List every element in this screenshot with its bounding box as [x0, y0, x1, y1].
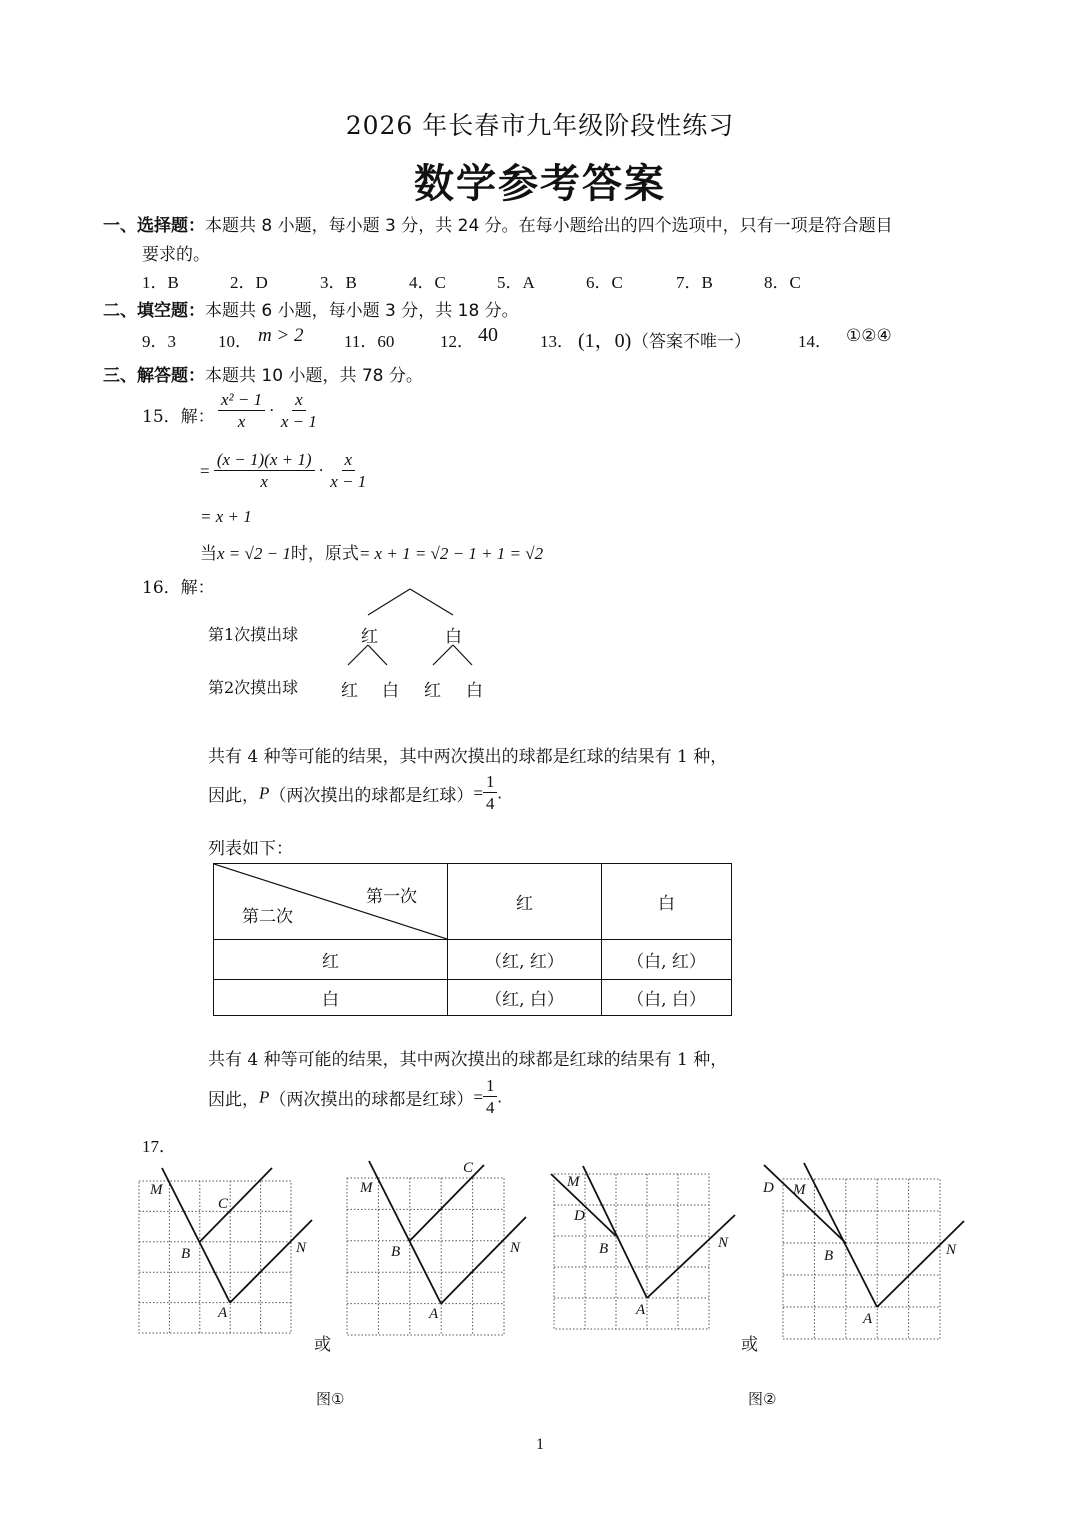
tree-l2-1: 红 [341, 681, 358, 701]
q15-l1-f2-num: x [292, 390, 306, 411]
q17-fig2-caption: 图② [748, 1390, 777, 1408]
q16-outcome-table [213, 863, 732, 1016]
section1-heading: 一、选择题：本题共 8 小题，每小题 3 分，共 24 分。在每小题给出的四个选项中，只有一项是符合题目 [103, 216, 893, 236]
fig2-label-A: A [429, 1306, 439, 1322]
table-row-white [214, 980, 732, 1016]
q17-grid-4 [752, 1155, 972, 1345]
q15-dot2: · [318, 460, 324, 480]
answer-10-value: m > 2 [258, 325, 304, 346]
q15-line1 [218, 390, 320, 433]
fig1-label-B: B [181, 1246, 191, 1262]
q15-eq2: = [200, 461, 210, 481]
q16-P-2: P [259, 1087, 270, 1107]
q15-l2-f1-num: (x − 1)(x + 1) [214, 450, 315, 471]
q15-l1-f1-num: x² − 1 [218, 390, 265, 411]
q16-list-intro: 列表如下： [208, 839, 293, 859]
answer-11: 11．60 [344, 332, 395, 351]
answer-13-number: 13． [540, 332, 574, 351]
table-row-head: 白 [214, 980, 448, 1016]
q16-period-2: . [497, 1087, 502, 1107]
fig3-label-A: A [636, 1302, 646, 1318]
q16-therefore-pre-1: 因此， [208, 786, 259, 806]
table-cell: （白, 白） [602, 980, 732, 1016]
q16-label: 16．解： [142, 578, 215, 598]
q16-frac-den-2: 4 [485, 1098, 495, 1117]
fig1-label-N: N [296, 1240, 307, 1256]
tree-branch-l1 [348, 645, 368, 665]
tree-l2-4: 白 [466, 681, 483, 701]
q16-frac-den-1: 4 [485, 794, 495, 813]
section2-heading: 二、填空题：本题共 6 小题，每小题 3 分，共 18 分。 [103, 301, 519, 321]
answer-14-number: 14． [798, 332, 832, 351]
section1-answer-1: 1．B [142, 273, 179, 292]
q16-event-1: （两次摸出的球都是红球） [269, 786, 474, 806]
q17-fig1-caption: 图① [316, 1390, 345, 1408]
tree-branch-r2 [453, 645, 472, 665]
page-number: 1 [536, 1436, 544, 1453]
section3-heading: 三、解答题：本题共 10 小题，共 78 分。 [103, 366, 423, 386]
q15-dot1: · [269, 400, 274, 420]
q16-frac-num-1: 1 [483, 772, 498, 793]
fig2-label-M: M [360, 1180, 373, 1196]
table-row-head: 红 [214, 940, 448, 980]
q15-l1-f2-den: x − 1 [280, 412, 317, 431]
fig2-label-B: B [391, 1244, 401, 1260]
table-cell: （红, 红） [448, 940, 602, 980]
fig3-label-M: M [567, 1174, 580, 1190]
table-cell: （红, 白） [448, 980, 602, 1016]
page-title: 2026 年长春市九年级阶段性练习 [345, 111, 735, 140]
q15-l4-b: = x + 1 = √2 − 1 + 1 = √2 [358, 544, 544, 563]
fig1-label-C: C [218, 1196, 229, 1212]
table-col-header-red: 红 [448, 864, 602, 940]
section1-answer-5: 5．A [497, 273, 535, 292]
q15-label: 15．解： [142, 407, 215, 427]
fig4-label-A: A [863, 1311, 873, 1327]
fig4-label-D: D [763, 1180, 774, 1196]
answer-9: 9．3 [142, 332, 176, 351]
fig4-label-N: N [946, 1242, 957, 1258]
q15-l2-f2-den: x − 1 [330, 472, 367, 491]
q15-l4-a: x = √2 − 1 [217, 544, 291, 563]
section1-answer-2: 2．D [230, 273, 268, 292]
fig3-label-N: N [718, 1235, 729, 1251]
answer-12-value: 40 [478, 324, 498, 346]
section1-answer-6: 6．C [586, 273, 623, 292]
q16-therefore-pre-2: 因此， [208, 1090, 259, 1110]
q15-l1-f1-den: x [237, 412, 246, 431]
table-row-red [214, 940, 732, 980]
q16-eq-2: = [473, 1087, 483, 1107]
fig4-label-M: M [793, 1182, 806, 1198]
q15-l4-pre: 当 [200, 544, 217, 564]
q17-or-1: 或 [314, 1335, 331, 1355]
tree-l1-white: 白 [445, 627, 462, 647]
fig4-label-B: B [824, 1248, 834, 1264]
tree-branch-l2 [368, 645, 387, 665]
fig1-label-A: A [218, 1305, 228, 1321]
page-subtitle: 数学参考答案 [414, 161, 666, 207]
tree-l1-red: 红 [361, 627, 378, 647]
q15-line4 [200, 539, 543, 564]
fig3-label-D: D [574, 1208, 585, 1224]
section1-answer-7: 7．B [676, 273, 713, 292]
q17-or-2: 或 [741, 1335, 758, 1355]
q15-l2-f2-num: x [342, 450, 356, 471]
q16-probability-2 [208, 1076, 502, 1119]
answer-12-number: 12． [440, 332, 474, 351]
table-corner-cell [214, 864, 448, 940]
answer-13-value: (1，0) [578, 330, 632, 352]
section1-desc-line2: 要求的。 [142, 245, 210, 265]
q16-period-1: . [497, 783, 502, 803]
q16-result-text-2: 共有 4 种等可能的结果，其中两次摸出的球都是红球的结果有 1 种， [208, 1050, 728, 1070]
fig1-label-M: M [150, 1182, 163, 1198]
q17-label: 17． [142, 1137, 176, 1156]
q16-tree-diagram [330, 585, 500, 670]
q16-eq-1: = [473, 783, 483, 803]
section1-answer-8: 8．C [764, 273, 801, 292]
table-col-header-white: 白 [602, 864, 732, 940]
q16-P-1: P [259, 783, 270, 803]
table-corner-top: 第一次 [366, 887, 417, 907]
q16-result-text-1: 共有 4 种等可能的结果，其中两次摸出的球都是红球的结果有 1 种， [208, 747, 728, 767]
tree-l2-2: 白 [382, 681, 399, 701]
q15-l4-mid: 时，原式 [290, 544, 359, 564]
table-cell: （白, 红） [602, 940, 732, 980]
q16-probability-1 [208, 772, 502, 815]
q16-row1-label: 第1次摸出球 [208, 625, 299, 644]
tree-branch-root-right [410, 589, 453, 615]
q15-l2-f1-den: x [260, 472, 268, 491]
answer-13-note: （答案不唯一） [632, 332, 751, 352]
q15-line2 [200, 450, 369, 493]
tree-branch-root-left [368, 589, 410, 615]
answer-10-number: 10． [218, 332, 252, 351]
tree-l2-3: 红 [424, 681, 441, 701]
q15-line3: = x + 1 [200, 507, 252, 526]
section1-answer-3: 3．B [320, 273, 357, 292]
fig3-label-B: B [599, 1241, 609, 1257]
answer-14-value: ①②④ [846, 326, 892, 346]
fig2-label-C: C [463, 1160, 474, 1176]
tree-branch-r1 [433, 645, 453, 665]
table-corner-bottom: 第二次 [242, 907, 293, 927]
q16-event-2: （两次摸出的球都是红球） [269, 1090, 474, 1110]
section1-answer-4: 4．C [409, 273, 446, 292]
q16-row2-label: 第2次摸出球 [208, 678, 299, 697]
q16-frac-num-2: 1 [483, 1076, 498, 1097]
fig2-label-N: N [510, 1240, 521, 1256]
